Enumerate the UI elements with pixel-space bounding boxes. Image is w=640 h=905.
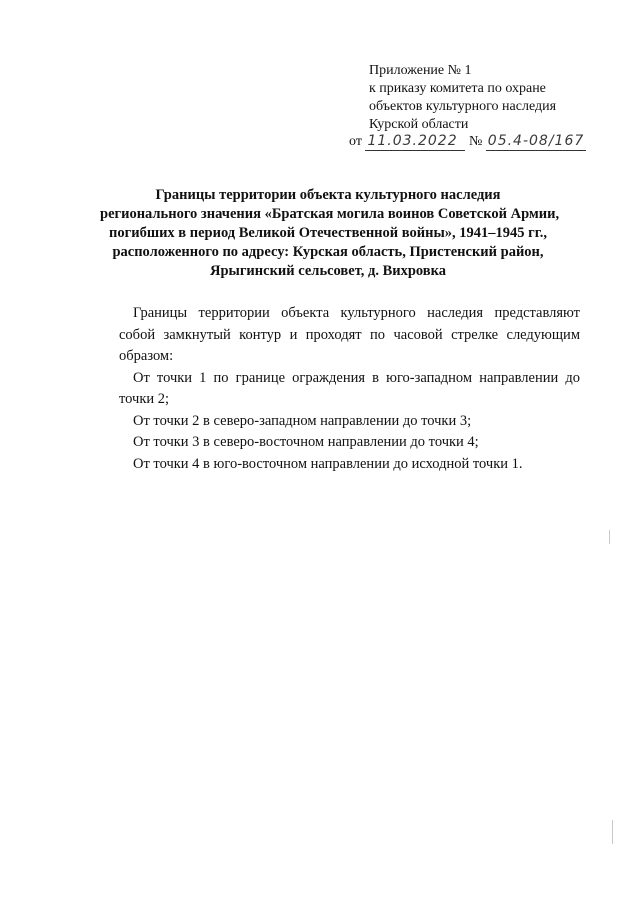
document-body (119, 303, 580, 475)
title-line: Ярыгинский сельсовет, д. Вихровка (209, 263, 447, 279)
annex-region: Курской области (369, 117, 469, 132)
title-line: погибших в период Великой Отечественной войны», 1941–1945 гг., (109, 225, 547, 241)
scan-artifact (609, 530, 610, 544)
order-date: 11.03.2022 (365, 132, 465, 151)
order-date-number (349, 132, 586, 151)
order-prefix: от (349, 134, 362, 149)
number-sign: № (468, 134, 483, 149)
annex-header (369, 62, 556, 134)
boundary-step: От точки 1 по границе ограждения в юго-западном направлении до точки 2; (119, 369, 580, 407)
annex-committee: объектов культурного наследия (369, 99, 557, 114)
title-line: регионального значения «Братская могила воинов Советской Армии, (100, 206, 560, 222)
order-number: 05.4-08/167 (487, 133, 585, 149)
scan-artifact (612, 820, 613, 844)
annex-number: Приложение № 1 (369, 63, 472, 78)
intro-paragraph: Границы территории объекта культурного наследия представляют собой замкнутый контур и проходят по часовой стрелке следующим образом: (119, 305, 580, 364)
boundary-step: От точки 3 в северо-восточном направлении до точки 4; (133, 434, 479, 450)
boundary-step: От точки 2 в северо-западном направлении до точки 3; (133, 412, 472, 429)
title-line: Границы территории объекта культурного наследия (155, 187, 501, 203)
boundary-step: От точки 4 в юго-восточном направлении до исходной точки 1. (133, 455, 523, 472)
document-title (100, 186, 560, 281)
title-line: расположенного по адресу: Курская область, Пристенский район, (112, 244, 544, 260)
annex-order-ref: к приказу комитета по охране (369, 81, 546, 96)
